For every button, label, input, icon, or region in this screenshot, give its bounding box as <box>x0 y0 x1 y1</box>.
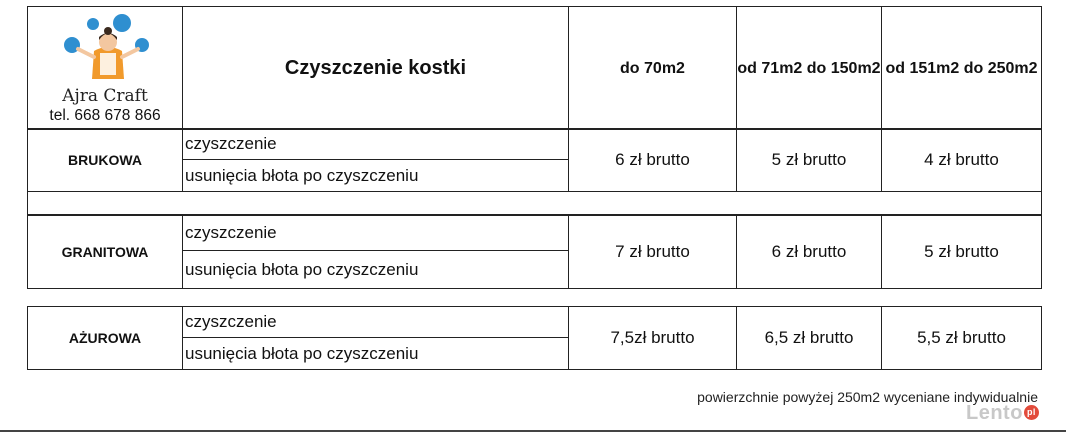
column-header-medium: od 71m2 do 150m2 <box>737 7 882 130</box>
price-small: 7 zł brutto <box>569 215 737 289</box>
spacer-row <box>28 192 1042 216</box>
row-label: BRUKOWA <box>28 129 183 192</box>
watermark-badge: pl <box>1024 405 1039 420</box>
logo-phone: tel. 668 678 866 <box>49 107 161 124</box>
column-header-large: od 151m2 do 250m2 <box>882 7 1042 130</box>
price-table-header <box>27 6 1042 130</box>
service-cleaning: czyszczenie <box>183 307 569 338</box>
price-large: 5,5 zł brutto <box>882 307 1042 370</box>
price-large: 5 zł brutto <box>882 215 1042 289</box>
watermark-text: Lento <box>966 402 1023 424</box>
service-mud-removal: usunięcia błota po czyszczeniu <box>183 251 569 289</box>
row-group-granitowa <box>27 214 1042 289</box>
watermark <box>966 402 1039 425</box>
bottom-divider <box>0 430 1066 432</box>
price-large: 4 zł brutto <box>882 129 1042 192</box>
footnote: powierzchnie powyżej 250m2 wyceniane indywidualnie <box>697 389 1038 405</box>
row-label: AŻUROWA <box>28 307 183 370</box>
price-medium: 6 zł brutto <box>737 215 882 289</box>
service-mud-removal: usunięcia błota po czyszczeniu <box>183 338 569 370</box>
price-small: 6 zł brutto <box>569 129 737 192</box>
column-header-small: do 70m2 <box>569 7 737 130</box>
logo-brand-name: Ajra Craft <box>62 86 148 106</box>
price-medium: 6,5 zł brutto <box>737 307 882 370</box>
service-mud-removal: usunięcia błota po czyszczeniu <box>183 160 569 192</box>
price-small: 7,5zł brutto <box>569 307 737 370</box>
row-group-brukowa <box>27 128 1042 216</box>
price-medium: 5 zł brutto <box>737 129 882 192</box>
cleaner-logo-icon <box>28 7 183 87</box>
service-cleaning: czyszczenie <box>183 215 569 251</box>
table-title: Czyszczenie kostki <box>183 7 569 130</box>
logo-cell <box>28 7 183 130</box>
service-cleaning: czyszczenie <box>183 129 569 160</box>
row-label: GRANITOWA <box>28 215 183 289</box>
row-group-azurowa <box>27 306 1042 370</box>
